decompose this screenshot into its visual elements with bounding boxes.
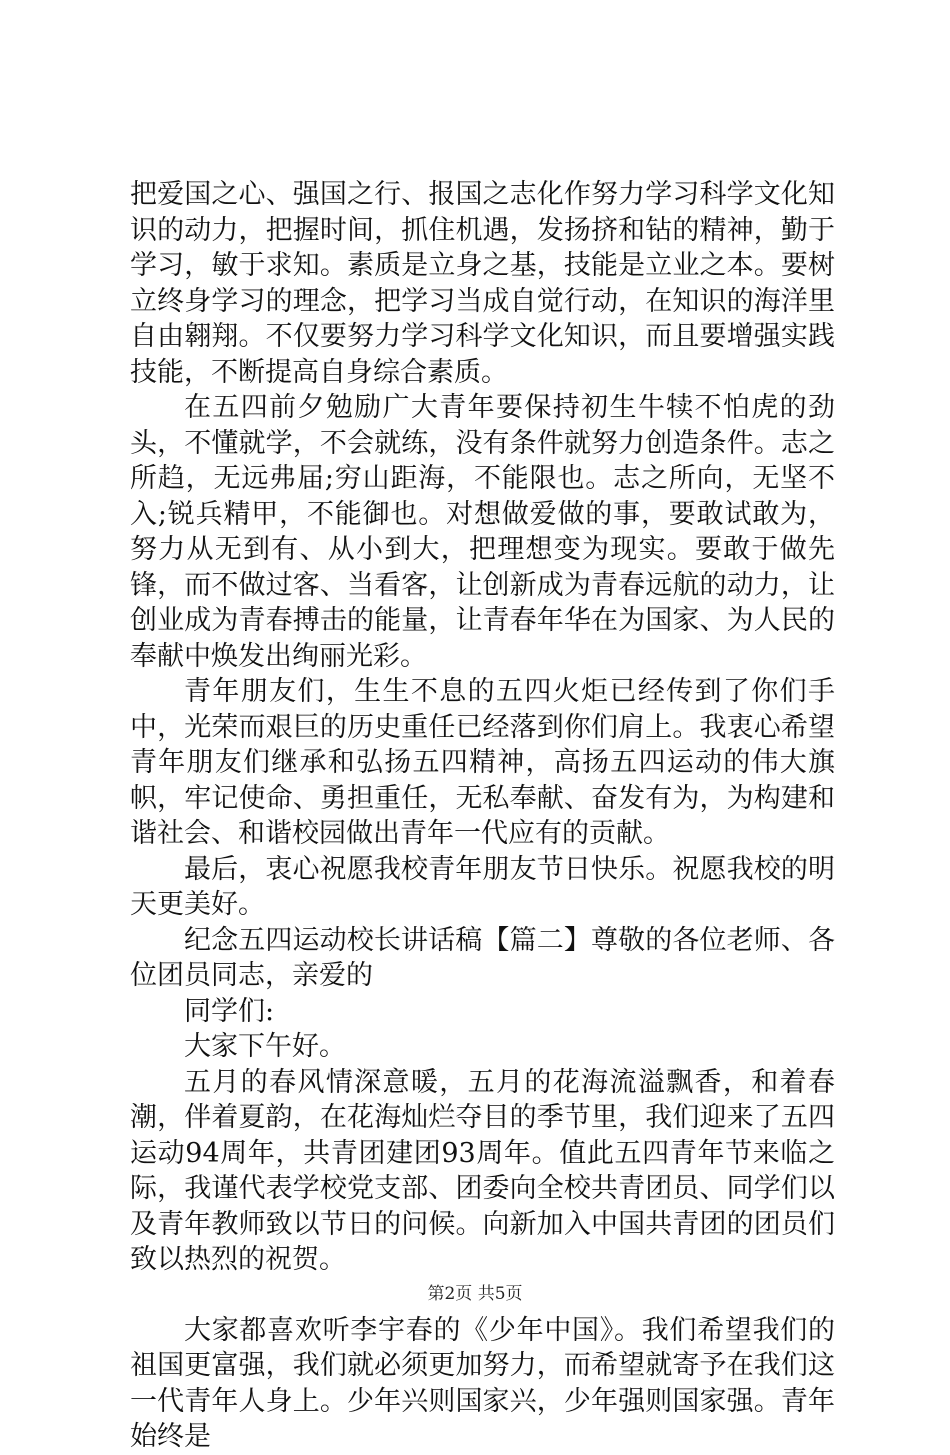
paragraph-7: 大家下午好。 (184, 1031, 346, 1062)
document-body (130, 177, 835, 1455)
page-footer: 第2页 共5页 (427, 1284, 523, 1304)
paragraph-3: 青年朋友们，生生不息的五四火炬已经传到了你们手中，光荣而艰巨的历史重任已经落到你们肩上。我衷心希望青年朋友们继承和弘扬五四精神，高扬五四运动的伟大旗帜，牢记使命、勇担重任，无私奉献、奋发有为，为构建和谐社会、和谐校园做出青年一代应有的贡献。 (130, 676, 835, 849)
paragraph-4: 最后，衷心祝愿我校青年朋友节日快乐。祝愿我校的明天更美好。 (130, 853, 835, 920)
paragraph-6: 同学们: (184, 995, 275, 1027)
paragraph-2: 在五四前夕勉励广大青年要保持初生牛犊不怕虎的劲头，不懂就学，不会就练，没有条件就努力创造条件。志之所趋，无远弗届;穷山距海，不能限也。志之所向，无坚不入;锐兵精甲，不能御也。对想做爱做的事，要敢试敢为，努力从无到有、从小到大，把理想变为现实。要敢于做先锋，而不做过客、当看客，让创新成为青春远航的动力，让创业成为青春搏击的能量，让青春年华在为国家、为人民的奉献中焕发出绚丽光彩。 (130, 392, 835, 672)
paragraph-1: 把爱国之心、强国之行、报国之志化作努力学习科学文化知识的动力，把握时间，抓住机遇，发扬挤和钻的精神，勤于学习，敏于求知。素质是立身之基，技能是立业之本。要树立终身学习的理念，把学习当成自觉行动，在知识的海洋里自由翱翔。不仅要努力学习科学文化知识，而且要增强实践技能，不断提高自身综合素质。 (130, 179, 835, 388)
paragraph-5: 纪念五四运动校长讲话稿【篇二】尊敬的各位老师、各位团员同志，亲爱的 (130, 924, 835, 991)
paragraph-8: 五月的春风情深意暖，五月的花海流溢飘香，和着春潮，伴着夏韵，在花海灿烂夺目的季节里，我们迎来了五四运动94周年，共青团建团93周年。值此五四青年节来临之际，我谨代表学校党支部、团委向全校共青团员、同学们以及青年教师致以节日的问候。向新加入中国共青团的团员们致以热烈的祝贺。 (130, 1066, 835, 1275)
paragraph-9: 大家都喜欢听李宇春的《少年中国》。我们希望我们的祖国更富强，我们就必须更加努力，而希望就寄予在我们这一代青年人身上。少年兴则国家兴，少年强则国家强。青年始终是 (130, 1314, 835, 1452)
